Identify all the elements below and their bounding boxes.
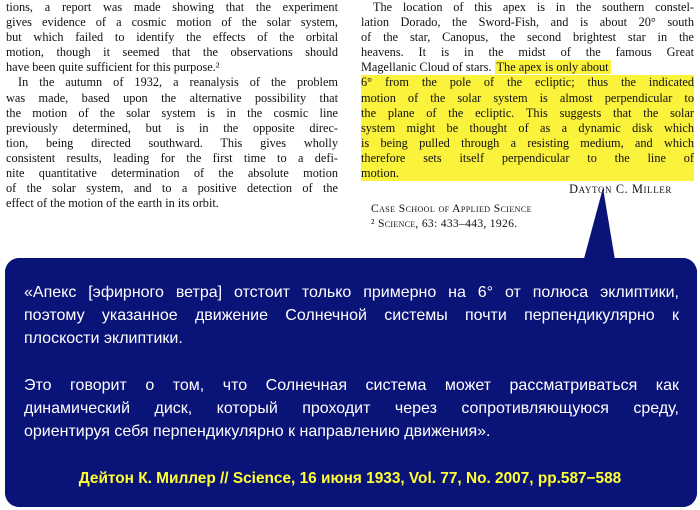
footnote-detail: , 63: 433–443, 1926. (415, 217, 518, 231)
highlighted-text: The apex is only about (496, 60, 609, 75)
text-line: tions, a report was made showing that the experiment (6, 0, 338, 14)
text-line: tion, being directed southward. This gives wholly (6, 135, 338, 150)
footnote-journal: Science (377, 217, 416, 231)
russian-quote-paragraph-2 (24, 374, 679, 443)
left-paragraph-1 (6, 0, 338, 75)
callout-pointer (580, 186, 620, 266)
text-line: The location of this apex is in the southern constel- (373, 0, 694, 14)
left-paragraph-2 (6, 75, 338, 211)
right-paragraph (361, 0, 694, 181)
quote-line: динамический диск, который проходит через сопротивляющуюся среду, (24, 400, 679, 417)
quote-line: ориентируя себя перпендикулярно к направлению движения». (24, 423, 491, 440)
text-line: gives evidence of a cosmic motion of the solar system, (6, 15, 338, 30)
quote-citation: Дейтон К. Миллер // Science, 16 июня 1933, Vol. 77, No. 2007, pp.587−588 (78, 470, 622, 487)
left-column (6, 0, 338, 211)
highlighted-line: motion of the solar system is almost perpendicular to (361, 90, 694, 105)
quote-line: плоскости эклиптики. (24, 330, 183, 347)
quote-line: Это говорит о том, что Солнечная система может рассматриваться как (24, 377, 679, 394)
highlighted-line: motion. (361, 166, 694, 181)
text-line-plain-part: Magellanic Cloud of stars. (361, 60, 492, 75)
text-line: consistent results, leading for the first time to a defi- (6, 150, 338, 165)
quote-line: «Апекс [эфирного ветра] отстоит только примерно на 6° от полюса эклиптики, (24, 284, 679, 301)
text-line: have been quite sufficient for this purpose.² (6, 60, 220, 75)
text-line: motion, though it seemed that the observations should (6, 45, 338, 60)
text-line: previously determined, but is in the opposite direc- (6, 120, 338, 135)
text-line: the motion of the solar system is in the cosmic line (6, 105, 338, 120)
text-line: In the autumn of 1932, a reanalysis of the problem (18, 75, 338, 90)
footnote-reference (371, 216, 694, 231)
text-line: heavens. It is in the midst of the famous Great (361, 45, 694, 60)
quote-line: поэтому указанное движение Солнечной системы почти перпендикулярно к (24, 307, 679, 324)
callout-pointer-path (582, 188, 616, 266)
highlighted-line: the plane of the ecliptic. This suggests that the solar (361, 105, 694, 120)
author-affiliation: Case School of Applied Science (371, 202, 532, 216)
highlighted-line: system might be thought of as a dynamic disk which (361, 120, 694, 135)
highlighted-line: therefore sets itself perpendicular to the line of (361, 150, 694, 165)
text-line: was made, based upon the alternative possibility that (6, 90, 338, 105)
text-line: of the solar system, and to a positive detection of the (6, 181, 338, 196)
text-line: effect of the motion of the earth in its orbit. (6, 196, 219, 211)
russian-quote-paragraph-1 (24, 281, 679, 350)
text-line: of the star, Canopus, the second brightest star in the (361, 30, 694, 45)
footnote-mark: ² (371, 217, 375, 231)
author-signature: Dayton C. Miller (569, 182, 672, 197)
text-line: nite quantitative determination of the absolute motion (6, 166, 338, 181)
text-line-mixed (361, 60, 694, 75)
text-line: but which failed to identify the effects of the orbital (6, 30, 338, 45)
highlighted-line: 6° from the pole of the ecliptic; thus the indicated (361, 75, 694, 90)
text-line: lation Dorado, the Sword-Fish, and is about 20° south (361, 15, 694, 30)
right-column (361, 0, 694, 231)
highlighted-line: is being pulled through a resisting medium, and which (361, 135, 694, 150)
